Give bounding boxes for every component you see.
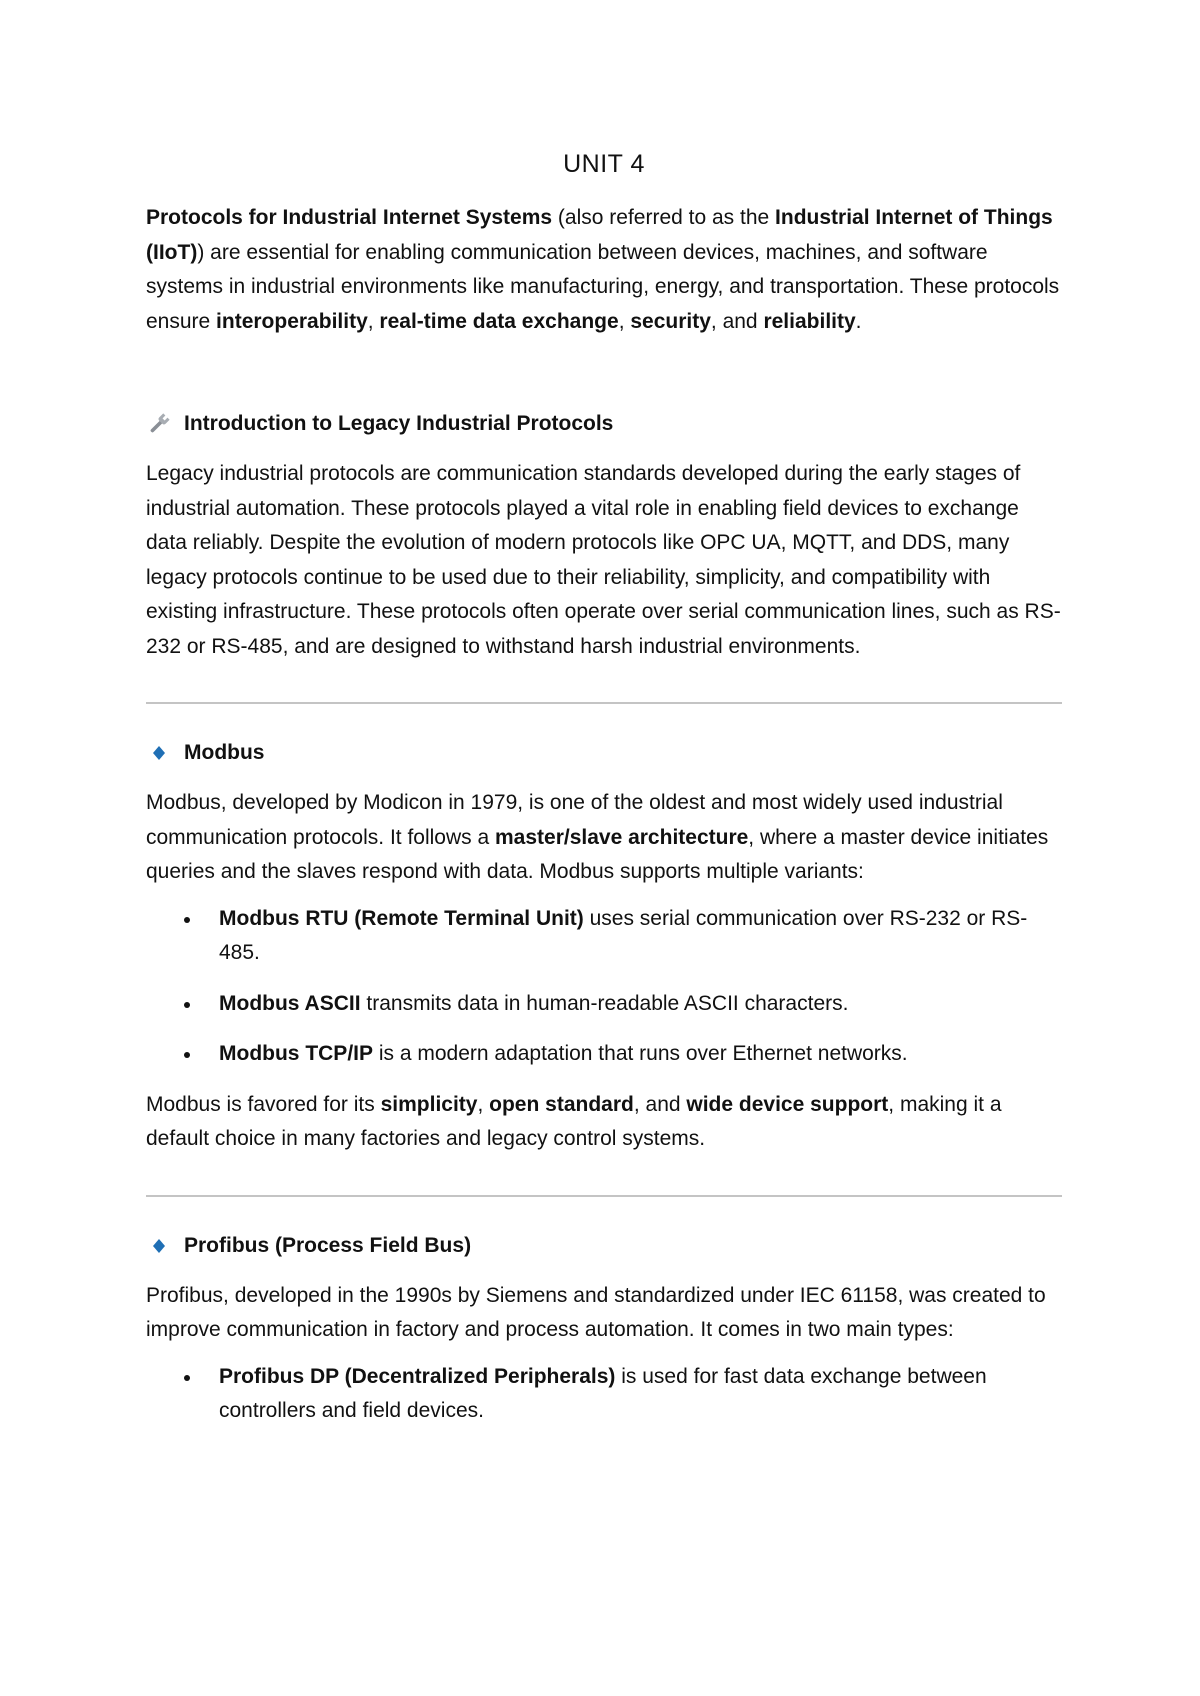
bullet-icon — [184, 917, 190, 923]
document-page — [146, 150, 1062, 1445]
modbus-bold-architecture: master/slave architecture — [494, 825, 749, 849]
intro-text-3: , — [367, 309, 380, 333]
modbus-closing-paragraph — [146, 1088, 1062, 1157]
diamond-icon — [146, 1233, 172, 1259]
list-item-bold: Profibus DP (Decentralized Peripherals) — [219, 1364, 616, 1388]
list-item — [146, 902, 1062, 971]
intro-bold-protocols: Protocols for Industrial Internet Systems — [146, 206, 553, 229]
profibus-paragraph: Profibus, developed in the 1990s by Siemens and standardized under IEC 61158, was created to improve communication in factory and process automation. It comes in two main types: — [146, 1283, 1046, 1341]
intro-bold-realtime: real-time data exchange — [379, 309, 619, 333]
intro-bold-reliability: reliability — [763, 309, 856, 333]
modbus-closing-text-4: , making it a default choice in many factories and legacy control systems. — [146, 1092, 1002, 1150]
intro-paragraph — [146, 201, 1062, 339]
intro-bold-iiot: Industrial Internet of Things (IIoT) — [146, 206, 1053, 264]
legacy-paragraph: Legacy industrial protocols are communication standards developed during the early stages of industrial automation. These protocols played a vital role in enabling field devices to exchange data reliably. Despite the evolution of modern protocols like OPC UA, MQTT, and DDS, many legacy protocols continue to be used due to their reliability, simplicity, and compatibility with existing infrastructure. These protocols often operate over serial communication lines, such as RS-232 or RS-485, and are designed to withstand harsh industrial environments. — [146, 462, 1061, 658]
intro-text-4: , — [618, 309, 631, 333]
intro-text-1: (also referred to as the — [552, 206, 776, 229]
modbus-bold-open-standard: open standard — [489, 1092, 634, 1116]
list-item-bold: Modbus RTU (Remote Terminal Unit) — [219, 906, 584, 930]
intro-bold-security: security — [630, 309, 711, 333]
modbus-bold-simplicity: simplicity — [380, 1092, 478, 1116]
diamond-icon — [146, 740, 172, 766]
list-item-bold: Modbus ASCII — [219, 991, 361, 1015]
list-item-bold: Modbus TCP/IP — [219, 1042, 373, 1065]
wrench-icon — [146, 411, 172, 437]
modbus-bold-device-support: wide device support — [686, 1092, 889, 1116]
modbus-closing-text-2: , — [477, 1092, 490, 1116]
modbus-text-1: Modbus, developed by Modicon in 1979, is one of the oldest and most widely used industrial communication protocols. It follows a — [146, 791, 1003, 849]
modbus-closing-text-3: , and — [633, 1092, 687, 1116]
profibus-type-list — [146, 1360, 1062, 1429]
bullet-icon — [184, 1375, 190, 1381]
bullet-icon — [184, 1002, 190, 1008]
modbus-paragraph — [146, 786, 1062, 890]
modbus-closing-text-1: Modbus is favored for its — [146, 1092, 381, 1116]
page-title: UNIT 4 — [563, 150, 645, 178]
modbus-heading-text: Modbus — [184, 741, 265, 764]
intro-text-2: ) are essential for enabling communication between devices, machines, and software systems in industrial environments like manufacturing, energy, and transportation. These protocols ensure — [146, 240, 1060, 333]
section-divider — [146, 702, 1062, 704]
legacy-heading-text: Introduction to Legacy Industrial Protocols — [184, 412, 614, 435]
list-item-text: is used for fast data exchange between controllers and field devices. — [219, 1364, 987, 1422]
intro-text-5: , and — [710, 309, 764, 333]
legacy-heading — [146, 407, 1062, 441]
profibus-heading-text: Profibus (Process Field Bus) — [184, 1233, 472, 1257]
list-item — [146, 1037, 1062, 1072]
list-item — [146, 1360, 1062, 1429]
list-item-text: transmits data in human-readable ASCII characters. — [360, 991, 849, 1015]
intro-text-6: . — [855, 309, 862, 333]
section-divider — [146, 1195, 1062, 1197]
list-item-text: uses serial communication over RS-232 or RS-485. — [219, 906, 1028, 964]
modbus-heading — [146, 736, 1062, 770]
modbus-text-2: , where a master device initiates queries and the slaves respond with data. Modbus supports multiple variants: — [146, 825, 1049, 883]
intro-bold-interoperability: interoperability — [216, 309, 368, 333]
modbus-variant-list — [146, 902, 1062, 1072]
profibus-heading — [146, 1229, 1062, 1263]
bullet-icon — [184, 1052, 190, 1058]
list-item — [146, 987, 1062, 1022]
list-item-text: is a modern adaptation that runs over Ethernet networks. — [373, 1042, 908, 1065]
